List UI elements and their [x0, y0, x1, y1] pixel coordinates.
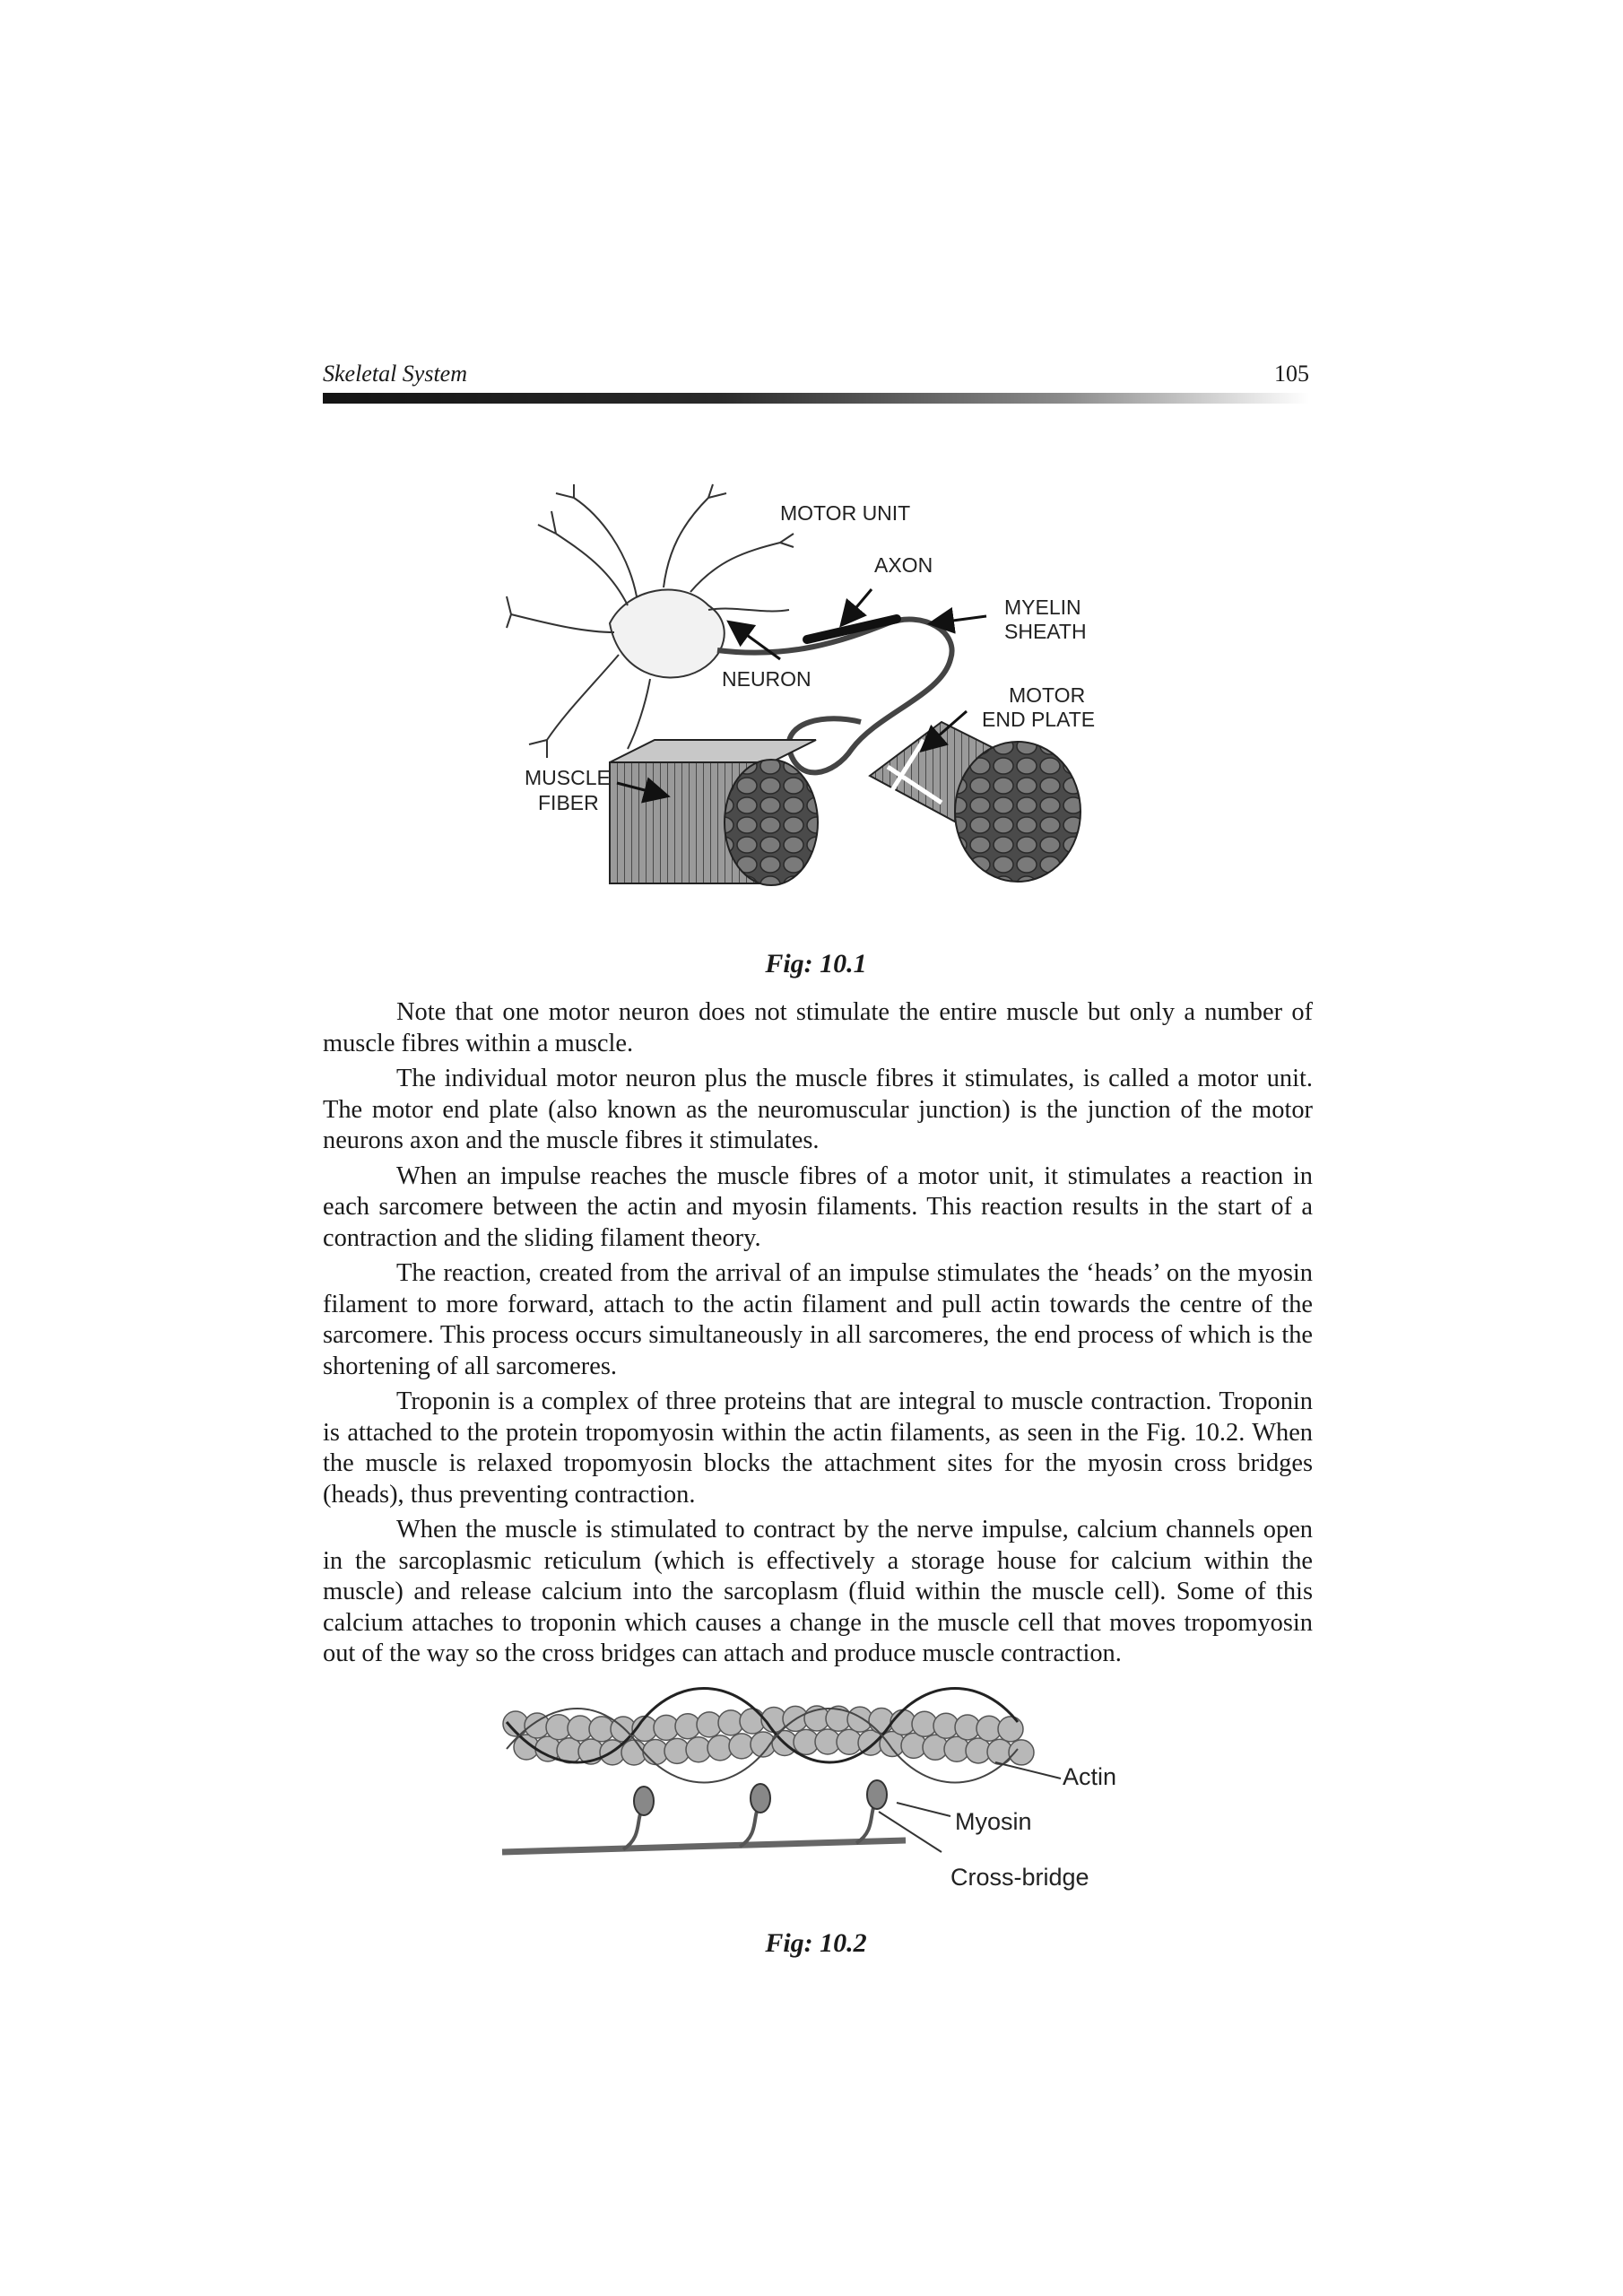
- actin-filament: [503, 1706, 1034, 1765]
- label-axon: AXON: [874, 553, 933, 577]
- paragraph: When an impulse reaches the muscle fibres of a motor unit, it stimulates a reaction in each sarcomere between the actin and myosin filaments. This reaction results in the start of a contraction and the sliding filament theory.: [323, 1161, 1313, 1252]
- label-cross-bridge: Cross-bridge: [950, 1864, 1089, 1891]
- label-myosin: Myosin: [955, 1808, 1032, 1835]
- myosin-filament: [502, 1840, 906, 1852]
- muscle-fiber-left: [610, 740, 818, 885]
- paragraph: Troponin is a complex of three proteins that are integral to muscle contraction. Troponin is attached to the protein tropomyosin within the actin filaments, as seen in the Fig. 10.2. When the muscle is relaxed tropomyosin blocks the attachment sites for the myosin cross bridges (heads), thus preventing contraction.: [323, 1387, 1313, 1509]
- actin-myosin-figure: [498, 1686, 1125, 1901]
- label-muscle-fiber-line1: MUSCLE: [525, 766, 611, 789]
- running-head: [323, 359, 1309, 395]
- label-neuron: NEURON: [722, 667, 812, 691]
- paragraph: Note that one motor neuron does not stimulate the entire muscle but only a number of muscle fibres within a muscle.: [323, 998, 1313, 1057]
- section-title: Skeletal System: [323, 361, 467, 387]
- label-myelin-line2: SHEATH: [1004, 620, 1087, 643]
- label-motor-end-plate-line2: END PLATE: [982, 708, 1096, 731]
- header-rule: [323, 393, 1309, 404]
- actin-bead: [998, 1717, 1023, 1742]
- figure-caption-10-1: Fig: 10.1: [765, 949, 867, 978]
- page-number: 105: [1274, 361, 1309, 387]
- label-motor-unit: MOTOR UNIT: [780, 501, 911, 525]
- paragraph: The reaction, created from the arrival of an impulse stimulates the ‘heads’ on the myosin filament to more forward, attach to the actin filament and pull actin towards the centre of the sarcomere. This process occurs simultaneously in all sarcomeres, the end process of which is the shortening of all sarcomeres.: [323, 1259, 1313, 1380]
- neuron-cell: [507, 484, 794, 758]
- paragraph: When the muscle is stimulated to contract by the nerve impulse, calcium channels open in the sarcoplasmic reticulum (which is effectively a storage house for calcium within the muscle) and release calcium into the sarcoplasm (fluid within the muscle cell). Some of this calcium attaches to troponin which causes a change in the muscle cell that moves tropomyosin out of the way so the cross bridges can attach and produce muscle contraction.: [323, 1516, 1313, 1667]
- muscle-fiber-right: [870, 722, 1081, 882]
- label-actin: Actin: [1063, 1763, 1117, 1790]
- paragraph: The individual motor neuron plus the muscle fibres it stimulates, is called a motor unit. The motor end plate (also known as the neuromuscular junction) is the junction of the motor neurons axon and the muscle fibres it stimulates.: [323, 1065, 1313, 1154]
- figure-caption-10-2: Fig: 10.2: [765, 1928, 867, 1958]
- label-myelin-line1: MYELIN: [1004, 596, 1081, 619]
- actin-bead: [1009, 1740, 1034, 1765]
- label-motor-end-plate-line1: MOTOR: [1009, 683, 1086, 707]
- body-text: [323, 997, 1313, 1674]
- label-muscle-fiber-line2: FIBER: [538, 791, 599, 814]
- motor-unit-figure: [502, 480, 1148, 892]
